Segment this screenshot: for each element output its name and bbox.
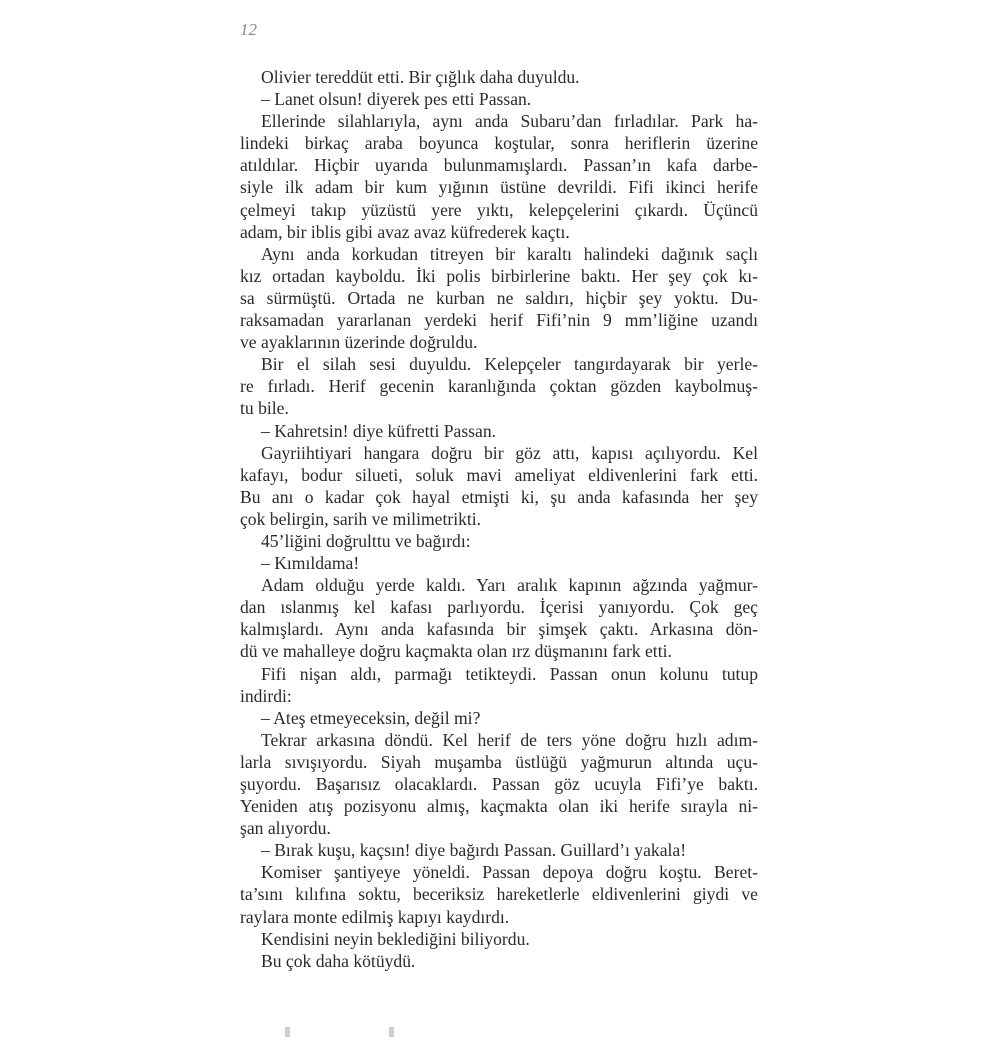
text-line: şan alıyordu. bbox=[240, 818, 331, 839]
text-line: sa sürmüştü. Ortada ne kurban ne saldırı, hiçbir şey yoktu. Du- bbox=[240, 287, 758, 308]
scan-artifact bbox=[389, 1027, 394, 1037]
text-line: raylara monte edilmiş kapıyı kaydırdı. bbox=[240, 906, 510, 927]
text-line: lindeki birkaç araba boyunca koştular, sonra heriflerin üzerine bbox=[240, 133, 758, 154]
text-line: dan ıslanmış kel kafası parlıyordu. İçerisi yanıyordu. Çok geç bbox=[240, 597, 758, 618]
text-line: Ellerinde silahlarıyla, aynı anda Subaru’dan fırladılar. Park ha- bbox=[261, 111, 758, 132]
text-line: tu bile. bbox=[240, 398, 289, 419]
text-line: – Kahretsin! diye küfretti Passan. bbox=[261, 420, 497, 441]
text-line: Adam olduğu yerde kaldı. Yarı aralık kapının ağzında yağmur- bbox=[261, 575, 758, 596]
text-line: kalmışlardı. Aynı anda kafasında bir şimşek çaktı. Arkasına dön- bbox=[240, 619, 758, 640]
text-line: Tekrar arkasına döndü. Kel herif de ters yöne doğru hızlı adım- bbox=[261, 729, 758, 750]
text-line: ve ayaklarının üzerinde doğruldu. bbox=[240, 332, 478, 353]
text-line: Aynı anda korkudan titreyen bir karaltı halindeki dağınık saçlı bbox=[261, 243, 758, 264]
text-line: kafayı, bodur silueti, soluk mavi ameliyat eldivenlerini fark etti. bbox=[240, 464, 758, 485]
text-line: Yeniden atış pozisyonu almış, kaçmakta olan iki herife sırayla ni- bbox=[240, 796, 758, 817]
text-line: Komiser şantiyeye yöneldi. Passan depoya doğru koştu. Beret- bbox=[261, 862, 758, 883]
text-line: atıldılar. Hiçbir uyarıda bulunmamışlardı. Passan’ın kafa darbe- bbox=[240, 155, 758, 176]
text-line: raksamadan yararlanan yerdeki herif Fifi’nin 9 mm’liğine uzandı bbox=[240, 310, 758, 331]
text-line: Bir el silah sesi duyuldu. Kelepçeler tangırdayarak bir yerle- bbox=[261, 354, 758, 375]
text-line: Olivier tereddüt etti. Bir çığlık daha duyuldu. bbox=[261, 67, 580, 87]
text-line: çok belirgin, sarih ve milimetrikti. bbox=[240, 508, 482, 529]
text-line: 45’liğini doğrulttu ve bağırdı: bbox=[261, 530, 471, 551]
text-line: re fırladı. Herif gecenin karanlığında çoktan gözden kaybolmuş- bbox=[240, 376, 758, 397]
text-line: şuyordu. Başarısız olacaklardı. Passan göz ucuyla Fifi’ye baktı. bbox=[240, 774, 758, 794]
body-text bbox=[240, 66, 758, 972]
text-line: Fifi nişan aldı, parmağı tetikteydi. Passan onun kolunu tutup bbox=[261, 663, 758, 684]
text-line: – Bırak kuşu, kaçsın! diye bağırdı Passan. Guillard’ı yakala! bbox=[261, 840, 687, 861]
text-line: larla sıvışıyordu. Siyah muşamba üstlüğü yağmurun altında uçu- bbox=[240, 751, 758, 772]
text-line: – Ateş etmeyeceksin, değil mi? bbox=[261, 707, 481, 728]
text-line: ta’sını kılıfına soktu, beceriksiz hareketlerle eldivenlerini giydi ve bbox=[240, 884, 758, 905]
text-line: adam, bir iblis gibi avaz avaz küfrederek kaçtı. bbox=[240, 221, 570, 242]
text-line: indirdi: bbox=[240, 685, 292, 706]
text-line: Gayriihtiyari hangara doğru bir göz attı, kapısı açılıyordu. Kel bbox=[261, 442, 758, 463]
page-number: 12 bbox=[240, 20, 257, 39]
text-line: çelmeyi takıp yüzüstü yere yıktı, kelepçelerini çıkardı. Üçüncü bbox=[240, 199, 758, 220]
text-line: Bu anı o kadar çok hayal etmişti ki, şu anda kafasında her şey bbox=[240, 486, 758, 507]
text-line: Kendisini neyin beklediğini biliyordu. bbox=[261, 928, 530, 949]
text-line: – Kımıldama! bbox=[261, 553, 360, 574]
text-line: – Lanet olsun! diyerek pes etti Passan. bbox=[261, 89, 532, 110]
text-line: kız ortadan kayboldu. İki polis birbirlerine baktı. Her şey çok kı- bbox=[240, 265, 758, 286]
text-line: siyle ilk adam bir kum yığının üstüne devrildi. Fifi ikinci herife bbox=[240, 177, 758, 198]
scan-artifact bbox=[285, 1027, 290, 1037]
text-line: dü ve mahalleye doğru kaçmakta olan ırz düşmanını fark etti. bbox=[240, 641, 672, 662]
text-line: Bu çok daha kötüydü. bbox=[261, 950, 416, 971]
